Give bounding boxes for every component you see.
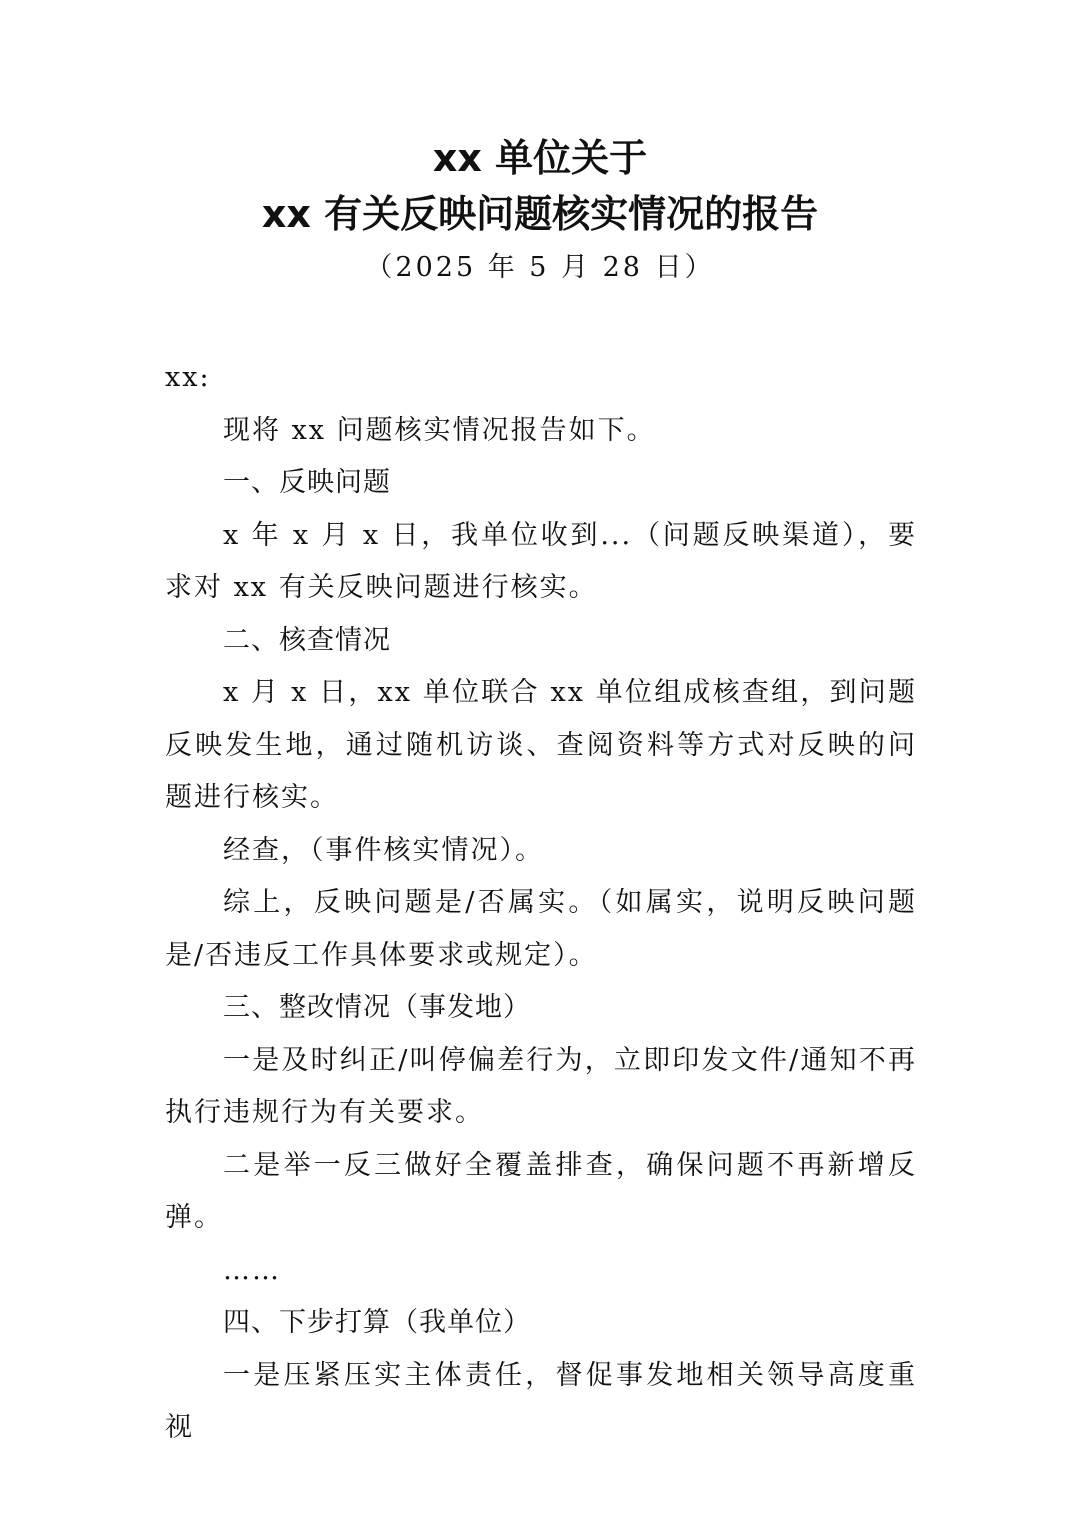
section-2-heading: 二、核查情况 [223, 624, 391, 656]
section-2-paragraph-2: 经查，（事件核实情况）。 [223, 834, 544, 866]
section-4-item-1-text: 压紧压实主体责任，督促事发地相关领导高度重视 [165, 1359, 918, 1443]
section-3-heading: 三、整改情况（事发地） [223, 992, 531, 1023]
section-4-heading: 四、下步打算（我单位） [223, 1307, 531, 1338]
section-3-item-1-text: 及时纠正/叫停偏差行为，立即印发文件/通知不再执行违规行为有关要求。 [165, 1044, 917, 1128]
document-body [165, 352, 917, 1455]
section-2-paragraph-3: 综上，反映问题是/否属实。（如属实，说明反映问题是/否违反工作具体要求或规定）。 [165, 887, 917, 971]
document-title-line-1: xx 单位关于 [432, 136, 648, 180]
section-2-paragraph-1: x 月 x 日，xx 单位联合 xx 单位组成核查组，到问题反映发生地，通过随机访谈、查阅资料等方式对反映的问题进行核实。 [165, 677, 917, 813]
section-1-paragraph: x 年 x 月 x 日，我单位收到...（问题反映渠道），要求对 xx 有关反映问题进行核实。 [165, 519, 917, 603]
section-3-item-2-lead: 二是 [223, 1149, 284, 1181]
intro-paragraph: 现将 xx 问题核实情况报告如下。 [223, 414, 656, 446]
section-3-item-1-lead: 一是 [223, 1044, 282, 1076]
section-3-item-1 [165, 1035, 917, 1140]
section-3-item-2-text: 举一反三做好全覆盖排查，确保问题不再新增反弹。 [165, 1149, 918, 1233]
salutation: xx: [165, 362, 211, 393]
section-4-item-1 [165, 1350, 917, 1455]
document-date: （2025 年 5 月 28 日） [365, 252, 715, 283]
section-4-item-1-lead: 一是 [223, 1359, 284, 1391]
document-title-line-2: xx 有关反映问题核实情况的报告 [261, 192, 819, 236]
section-3-item-2 [165, 1140, 917, 1245]
section-1-heading: 一、反映问题 [223, 467, 391, 498]
section-3-ellipsis: …… [223, 1254, 281, 1286]
